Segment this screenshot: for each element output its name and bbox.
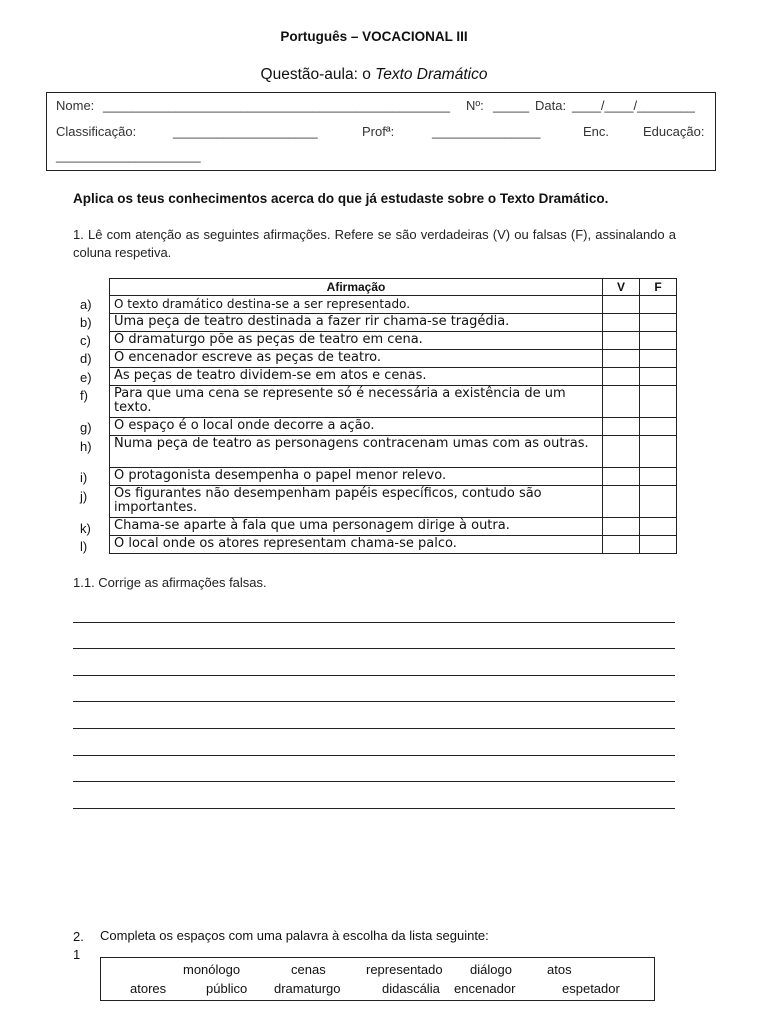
statement-cell: O dramaturgo põe as peças de teatro em cena. bbox=[110, 332, 603, 350]
answer-line[interactable] bbox=[73, 808, 675, 809]
column-header-false: F bbox=[640, 279, 677, 296]
row-letter: d) bbox=[80, 351, 92, 366]
table-row bbox=[110, 436, 677, 468]
true-checkbox-cell[interactable] bbox=[603, 418, 640, 436]
question-2-number-text: 2. 1 bbox=[73, 929, 84, 962]
name-label: Nome: bbox=[56, 98, 95, 113]
column-header-statement: Afirmação bbox=[110, 279, 603, 296]
student-info-box bbox=[46, 92, 716, 171]
word-bank-item: encenador bbox=[454, 981, 516, 996]
word-bank-item: dramaturgo bbox=[274, 981, 341, 996]
teacher-field[interactable]: _______________ bbox=[432, 124, 541, 139]
question-2-text: Completa os espaços com uma palavra à escolha da lista seguinte: bbox=[100, 928, 489, 943]
true-checkbox-cell[interactable] bbox=[603, 332, 640, 350]
guardian-label: Enc. bbox=[583, 124, 610, 139]
classification-label: Classificação: bbox=[56, 124, 137, 139]
word-bank-item: atores bbox=[130, 981, 167, 996]
false-checkbox-cell[interactable] bbox=[640, 386, 677, 418]
name-field[interactable]: ________________________________________________ bbox=[103, 98, 451, 113]
true-checkbox-cell[interactable] bbox=[603, 296, 640, 314]
question-1-text: 1. Lê com atenção as seguintes afirmações. Refere se são verdadeiras (V) ou falsas (F), assinalando a coluna respetiva. bbox=[73, 227, 676, 260]
answer-line[interactable] bbox=[73, 675, 675, 676]
date-field[interactable]: ____/____/________ bbox=[572, 98, 695, 113]
classification-field[interactable]: ____________________ bbox=[173, 124, 318, 139]
row-letter: h) bbox=[80, 439, 92, 454]
false-checkbox-cell[interactable] bbox=[640, 368, 677, 386]
row-letter: l) bbox=[80, 539, 88, 554]
row-letter: c) bbox=[80, 333, 91, 348]
false-checkbox-cell[interactable] bbox=[640, 418, 677, 436]
false-checkbox-cell[interactable] bbox=[640, 486, 677, 518]
word-bank-item: atos bbox=[547, 962, 572, 977]
table-row bbox=[110, 518, 677, 536]
word-bank-item: didascália bbox=[382, 981, 440, 996]
word-bank-item: representado bbox=[366, 962, 443, 977]
instruction-text: Aplica os teus conhecimentos acerca do que já estudaste sobre o Texto Dramático. bbox=[73, 191, 609, 206]
false-checkbox-cell[interactable] bbox=[640, 536, 677, 554]
table-header-row bbox=[110, 279, 677, 296]
true-checkbox-cell[interactable] bbox=[603, 518, 640, 536]
statement-cell: As peças de teatro dividem-se em atos e cenas. bbox=[110, 368, 603, 386]
true-checkbox-cell[interactable] bbox=[603, 436, 640, 468]
education-label: Educação: bbox=[643, 124, 705, 139]
true-checkbox-cell[interactable] bbox=[603, 314, 640, 332]
statement-cell: O encenador escreve as peças de teatro. bbox=[110, 350, 603, 368]
false-checkbox-cell[interactable] bbox=[640, 350, 677, 368]
table-row bbox=[110, 332, 677, 350]
answer-line[interactable] bbox=[73, 701, 675, 702]
row-letter: i) bbox=[80, 470, 88, 485]
word-bank-item: espetador bbox=[562, 981, 620, 996]
word-bank-item: diálogo bbox=[470, 962, 512, 977]
title-prefix: Questão-aula: o bbox=[260, 66, 376, 83]
answer-line[interactable] bbox=[73, 755, 675, 756]
answer-line[interactable] bbox=[73, 728, 675, 729]
question-2-number bbox=[73, 928, 87, 964]
statement-cell: O texto dramático destina-se a ser representado. bbox=[110, 296, 603, 314]
false-checkbox-cell[interactable] bbox=[640, 518, 677, 536]
table-row bbox=[110, 296, 677, 314]
statement-cell: O protagonista desempenha o papel menor relevo. bbox=[110, 468, 603, 486]
statement-cell: O espaço é o local onde decorre a ação. bbox=[110, 418, 603, 436]
table-row bbox=[110, 486, 677, 518]
question-1-1-text: 1.1. Corrige as afirmações falsas. bbox=[73, 575, 267, 590]
row-letter: b) bbox=[80, 315, 92, 330]
statement-cell: Uma peça de teatro destinada a fazer rir chama-se tragédia. bbox=[110, 314, 603, 332]
true-checkbox-cell[interactable] bbox=[603, 386, 640, 418]
table-row bbox=[110, 314, 677, 332]
education-field[interactable]: ____________________ bbox=[56, 148, 201, 163]
statement-cell: Os figurantes não desempenham papéis específicos, contudo são importantes. bbox=[110, 486, 603, 518]
true-checkbox-cell[interactable] bbox=[603, 368, 640, 386]
true-checkbox-cell[interactable] bbox=[603, 468, 640, 486]
statement-cell: Numa peça de teatro as personagens contracenam umas com as outras. bbox=[110, 436, 603, 468]
table-row bbox=[110, 418, 677, 436]
table-row bbox=[110, 350, 677, 368]
word-bank-item: público bbox=[206, 981, 248, 996]
false-checkbox-cell[interactable] bbox=[640, 468, 677, 486]
statement-cell: Para que uma cena se represente só é necessária a existência de um texto. bbox=[110, 386, 603, 418]
word-bank-item: cenas bbox=[291, 962, 326, 977]
statement-cell: O local onde os atores representam chama-se palco. bbox=[110, 536, 603, 554]
row-letter: k) bbox=[80, 521, 91, 536]
table-row bbox=[110, 368, 677, 386]
subject-heading: Português – VOCACIONAL III bbox=[280, 29, 468, 44]
answer-line[interactable] bbox=[73, 622, 675, 623]
false-checkbox-cell[interactable] bbox=[640, 332, 677, 350]
number-field[interactable]: _____ bbox=[493, 98, 530, 113]
title-emphasis: Texto Dramático bbox=[375, 66, 488, 83]
row-letter: j) bbox=[80, 489, 88, 504]
teacher-label: Profª: bbox=[362, 124, 395, 139]
table-row bbox=[110, 468, 677, 486]
row-letter: a) bbox=[80, 297, 92, 312]
answer-line[interactable] bbox=[73, 648, 675, 649]
word-bank-box bbox=[100, 957, 655, 1001]
answer-line[interactable] bbox=[73, 781, 675, 782]
false-checkbox-cell[interactable] bbox=[640, 296, 677, 314]
row-letter: f) bbox=[80, 388, 88, 403]
true-checkbox-cell[interactable] bbox=[603, 486, 640, 518]
statement-cell: Chama-se aparte à fala que uma personagem dirige à outra. bbox=[110, 518, 603, 536]
row-letter: e) bbox=[80, 370, 92, 385]
column-header-true: V bbox=[603, 279, 640, 296]
date-label: Data: bbox=[535, 98, 567, 113]
table-row bbox=[110, 386, 677, 418]
table-row bbox=[110, 536, 677, 554]
number-label: Nº: bbox=[466, 98, 484, 113]
true-checkbox-cell[interactable] bbox=[603, 536, 640, 554]
word-bank-item: monólogo bbox=[183, 962, 241, 977]
true-false-table bbox=[109, 278, 677, 554]
page-title bbox=[0, 66, 748, 84]
false-checkbox-cell[interactable] bbox=[640, 314, 677, 332]
true-checkbox-cell[interactable] bbox=[603, 350, 640, 368]
row-letter: g) bbox=[80, 420, 92, 435]
false-checkbox-cell[interactable] bbox=[640, 436, 677, 468]
